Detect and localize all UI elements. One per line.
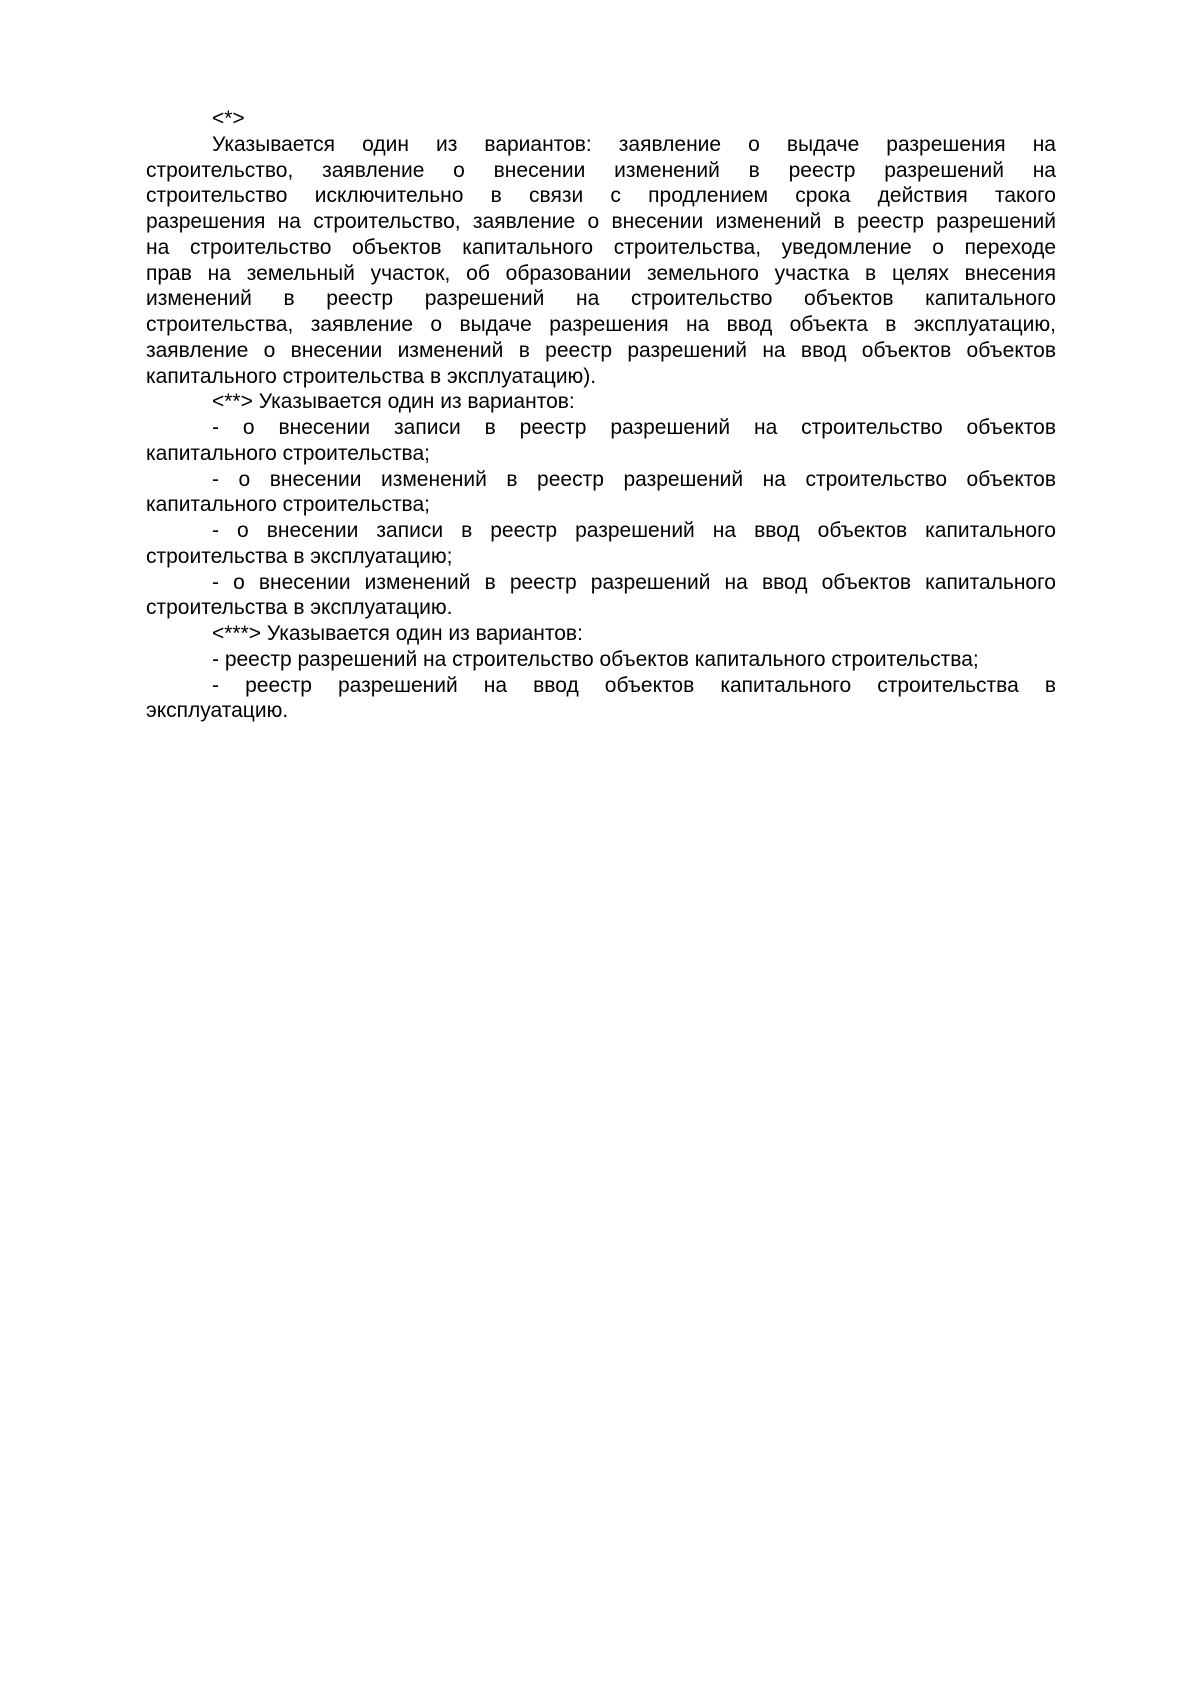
text-line: строительство исключительно в связи с продлением срока действия такого (146, 184, 1056, 208)
text-line: строительства, заявление о выдаче разрешения на ввод объекта в эксплуатацию, (146, 313, 1056, 336)
text-line: строительство, заявление о внесении изменений в реестр разрешений на (146, 158, 1056, 182)
text-line: заявление о внесении изменений в реестр разрешений на ввод объектов объектов (146, 338, 1056, 362)
text-line: прав на земельный участок, об образовании земельного участка в целях внесения (146, 261, 1056, 285)
text-line: <*> (212, 107, 245, 130)
text-line: строительства в эксплуатацию. (146, 596, 453, 620)
paragraph (146, 106, 1056, 132)
paragraph (146, 415, 1056, 467)
text-line: - о внесении записи в реестр разрешений на строительство объектов (212, 416, 1056, 439)
paragraph (146, 132, 1056, 390)
text-line: - о внесении изменений в реестр разрешений на ввод объектов капитального (212, 570, 1056, 594)
paragraph (146, 647, 1056, 673)
text-line: - о внесении изменений в реестр разрешений на строительство объектов (212, 467, 1056, 491)
text-line: - реестр разрешений на ввод объектов капитального строительства в (212, 673, 1056, 697)
text-line: эксплуатацию. (146, 699, 289, 723)
text-line: - реестр разрешений на строительство объектов капитального строительства; (212, 647, 979, 671)
text-line: - о внесении записи в реестр разрешений на ввод объектов капитального (212, 519, 1056, 542)
paragraph (146, 389, 1056, 415)
text-line: <**> Указывается один из вариантов: (212, 390, 575, 414)
text-line: на строительство объектов капитального строительства, уведомление о переходе (146, 235, 1056, 259)
text-line: Указывается один из вариантов: заявление о выдаче разрешения на (212, 132, 1056, 156)
paragraph (146, 518, 1056, 570)
paragraph (146, 570, 1056, 622)
paragraph (146, 467, 1056, 519)
paragraph (146, 621, 1056, 647)
text-line: строительства в эксплуатацию; (146, 544, 453, 568)
text-line: разрешения на строительство, заявление о внесении изменений в реестр разрешений (146, 210, 1056, 233)
paragraph (146, 673, 1056, 725)
text-line: капитального строительства; (146, 441, 430, 465)
text-line: капитального строительства в эксплуатацию). (146, 364, 597, 388)
text-line: изменений в реестр разрешений на строительство объектов капитального (146, 287, 1056, 311)
text-line: <***> Указывается один из вариантов: (212, 622, 583, 645)
text-line: капитального строительства; (146, 493, 430, 517)
document-body (146, 106, 1056, 724)
